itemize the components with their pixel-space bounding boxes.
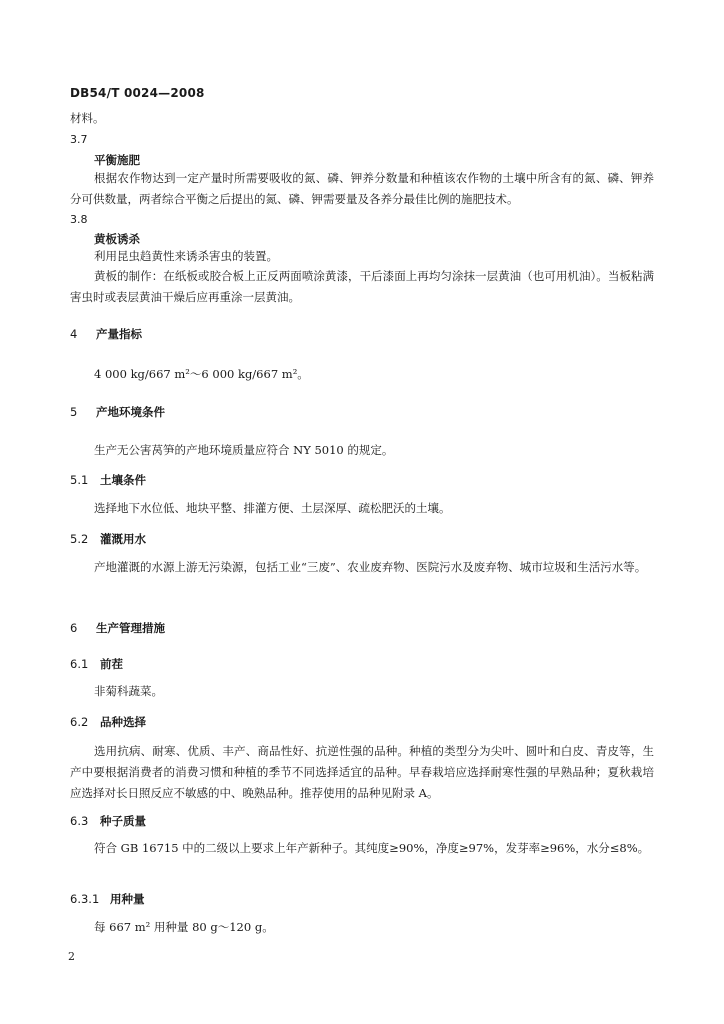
paragraph-4: 4 000 kg/667 m²～6 000 kg/667 m²。: [94, 367, 309, 381]
paragraph-5: 生产无公害莴笋的产地环境质量应符合 NY 5010 的规定。: [94, 443, 394, 457]
section-heading-6-2: 6.2 品种选择: [70, 715, 146, 729]
page-number: 2: [68, 950, 75, 963]
section-heading-5-2: 5.2 灌溉用水: [70, 532, 146, 546]
section-heading-6-3: 6.3 种子质量: [70, 814, 146, 828]
clause-number-3-8: 3.8: [70, 213, 88, 226]
paragraph-3-8-a: 利用昆虫趋黄性来诱杀害虫的装置。: [94, 249, 278, 263]
continued-text: 材料。: [70, 111, 105, 125]
paragraph-6-3: 符合 GB 16715 中的二级以上要求上年产新种子。其纯度≥90%，净度≥97%，发芽率≥96%，水分≤8%。: [94, 841, 650, 855]
paragraph-5-2: 产地灌溉的水源上游无污染源，包括工业“三废”、农业废弃物、医院污水及废弃物、城市垃圾和生活污水等。: [94, 560, 647, 574]
section-heading-6: 6 生产管理措施: [70, 621, 165, 635]
paragraph-3-8-b: 黄板的制作：在纸板或胶合板上正反两面喷涂黄漆，干后漆面上再均匀涂抹一层黄油（也可用机油）。当板粘满害虫时或表层黄油干燥后应再重涂一层黄油。: [70, 269, 654, 304]
section-heading-5: 5 产地环境条件: [70, 405, 165, 419]
paragraph-6-2: 选用抗病、耐寒、优质、丰产、商品性好、抗逆性强的品种。种植的类型分为尖叶、圆叶和白皮、青皮等，生产中要根据消费者的消费习惯和种植的季节不同选择适宜的品种。早春栽培应选择耐寒性强的早熟品种；夏秋栽培应选择对长日照反应不敏感的中、晚熟品种。推荐使用的品种见附录 A。: [70, 744, 654, 800]
clause-number-3-7: 3.7: [70, 133, 88, 146]
paragraph-3-7: 根据农作物达到一定产量时所需要吸收的氮、磷、钾养分数量和种植该农作物的土壤中所含有的氮、磷、钾养分可供数量，两者综合平衡之后提出的氮、磷、钾需要量及各养分最佳比例的施肥技术。: [70, 171, 654, 206]
section-heading-6-3-1: 6.3.1 用种量: [70, 892, 145, 906]
standard-number: DB54/T 0024—2008: [70, 86, 205, 100]
section-heading-6-1: 6.1 前茬: [70, 657, 123, 671]
term-title-3-7: 平衡施肥: [94, 153, 140, 167]
paragraph-5-1: 选择地下水位低、地块平整、排灌方便、土层深厚、疏松肥沃的土壤。: [94, 501, 451, 515]
section-heading-5-1: 5.1 土壤条件: [70, 473, 146, 487]
section-heading-4: 4 产量指标: [70, 327, 142, 341]
paragraph-6-3-1: 每 667 m² 用种量 80 g～120 g。: [94, 920, 274, 934]
paragraph-6-1: 非菊科蔬菜。: [94, 684, 163, 698]
term-title-3-8: 黄板诱杀: [94, 232, 140, 246]
